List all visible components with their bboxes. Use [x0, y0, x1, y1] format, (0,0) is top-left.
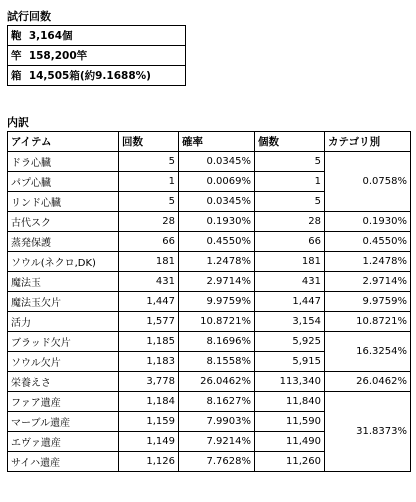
count-cell: 1	[119, 172, 179, 192]
count-cell: 1,184	[119, 392, 179, 412]
breakdown-table	[7, 131, 411, 472]
quantity-cell: 5,915	[255, 352, 325, 372]
item-name-cell: サイハ遺産	[8, 452, 119, 472]
quantity-cell: 1	[255, 172, 325, 192]
rate-cell: 0.0345%	[179, 152, 255, 172]
item-name-cell: ブラッド欠片	[8, 332, 119, 352]
quantity-cell: 66	[255, 232, 325, 252]
item-name-cell: 魔法玉	[8, 272, 119, 292]
quantity-cell: 5	[255, 152, 325, 172]
count-cell: 5	[119, 152, 179, 172]
summary-cell-bags: 鞄 3,164個	[8, 26, 186, 46]
category-rate-cell: 0.1930%	[325, 212, 411, 232]
item-name-cell: パプ心臓	[8, 172, 119, 192]
category-rate-cell: 10.8721%	[325, 312, 411, 332]
rate-cell: 8.1558%	[179, 352, 255, 372]
rate-cell: 2.9714%	[179, 272, 255, 292]
item-name-cell: ソウル(ネクロ,DK)	[8, 252, 119, 272]
count-cell: 3,778	[119, 372, 179, 392]
rate-cell: 0.0345%	[179, 192, 255, 212]
item-name-cell: ソウル欠片	[8, 352, 119, 372]
summary-row-boxes	[8, 66, 186, 86]
table-row	[8, 372, 411, 392]
summary-row-rods	[8, 46, 186, 66]
summary-cell-boxes: 箱 14,505箱(約9.1688%)	[8, 66, 186, 86]
table-row	[8, 232, 411, 252]
quantity-cell: 11,840	[255, 392, 325, 412]
item-name-cell: 栄養えさ	[8, 372, 119, 392]
header-quantity: 個数	[255, 132, 325, 152]
rate-cell: 8.1696%	[179, 332, 255, 352]
count-cell: 181	[119, 252, 179, 272]
count-cell: 1,126	[119, 452, 179, 472]
rate-cell: 9.9759%	[179, 292, 255, 312]
table-row	[8, 212, 411, 232]
rate-cell: 7.9214%	[179, 432, 255, 452]
quantity-cell: 5	[255, 192, 325, 212]
item-name-cell: ファア遺産	[8, 392, 119, 412]
table-row	[8, 392, 411, 412]
header-rate: 確率	[179, 132, 255, 152]
table-row	[8, 252, 411, 272]
item-name-cell: ドラ心臓	[8, 152, 119, 172]
category-rate-cell: 0.0758%	[325, 152, 411, 212]
count-cell: 1,159	[119, 412, 179, 432]
category-rate-cell: 2.9714%	[325, 272, 411, 292]
category-rate-cell: 1.2478%	[325, 252, 411, 272]
item-name-cell: マーブル遺産	[8, 412, 119, 432]
rate-cell: 0.4550%	[179, 232, 255, 252]
quantity-cell: 431	[255, 272, 325, 292]
trial-count-title: 試行回数	[7, 10, 51, 23]
item-name-cell: エヴァ遺産	[8, 432, 119, 452]
count-cell: 28	[119, 212, 179, 232]
rate-cell: 7.9903%	[179, 412, 255, 432]
item-name-cell: 魔法玉欠片	[8, 292, 119, 312]
table-row	[8, 272, 411, 292]
count-cell: 431	[119, 272, 179, 292]
category-rate-cell: 0.4550%	[325, 232, 411, 252]
summary-row-bags	[8, 26, 186, 46]
header-item: アイテム	[8, 132, 119, 152]
quantity-cell: 11,590	[255, 412, 325, 432]
item-name-cell: 活力	[8, 312, 119, 332]
quantity-cell: 3,154	[255, 312, 325, 332]
quantity-cell: 11,490	[255, 432, 325, 452]
header-category: カテゴリ別	[325, 132, 411, 152]
quantity-cell: 1,447	[255, 292, 325, 312]
category-rate-cell: 26.0462%	[325, 372, 411, 392]
rate-cell: 8.1627%	[179, 392, 255, 412]
rate-cell: 1.2478%	[179, 252, 255, 272]
breakdown-header-row	[8, 132, 411, 152]
item-name-cell: リンド心臓	[8, 192, 119, 212]
rate-cell: 26.0462%	[179, 372, 255, 392]
table-row	[8, 152, 411, 172]
header-count: 回数	[119, 132, 179, 152]
category-rate-cell: 9.9759%	[325, 292, 411, 312]
summary-table	[7, 25, 186, 86]
rate-cell: 10.8721%	[179, 312, 255, 332]
count-cell: 5	[119, 192, 179, 212]
summary-cell-rods: 竿 158,200竿	[8, 46, 186, 66]
item-name-cell: 古代スク	[8, 212, 119, 232]
count-cell: 1,447	[119, 292, 179, 312]
table-row	[8, 312, 411, 332]
breakdown-body	[8, 152, 411, 472]
rate-cell: 0.1930%	[179, 212, 255, 232]
quantity-cell: 11,260	[255, 452, 325, 472]
table-row	[8, 292, 411, 312]
breakdown-title: 内訳	[7, 116, 29, 129]
count-cell: 1,183	[119, 352, 179, 372]
count-cell: 1,149	[119, 432, 179, 452]
count-cell: 1,577	[119, 312, 179, 332]
category-rate-cell: 31.8373%	[325, 392, 411, 472]
quantity-cell: 181	[255, 252, 325, 272]
rate-cell: 0.0069%	[179, 172, 255, 192]
rate-cell: 7.7628%	[179, 452, 255, 472]
item-name-cell: 蒸発保護	[8, 232, 119, 252]
count-cell: 66	[119, 232, 179, 252]
category-rate-cell: 16.3254%	[325, 332, 411, 372]
count-cell: 1,185	[119, 332, 179, 352]
quantity-cell: 113,340	[255, 372, 325, 392]
quantity-cell: 5,925	[255, 332, 325, 352]
table-row	[8, 332, 411, 352]
quantity-cell: 28	[255, 212, 325, 232]
